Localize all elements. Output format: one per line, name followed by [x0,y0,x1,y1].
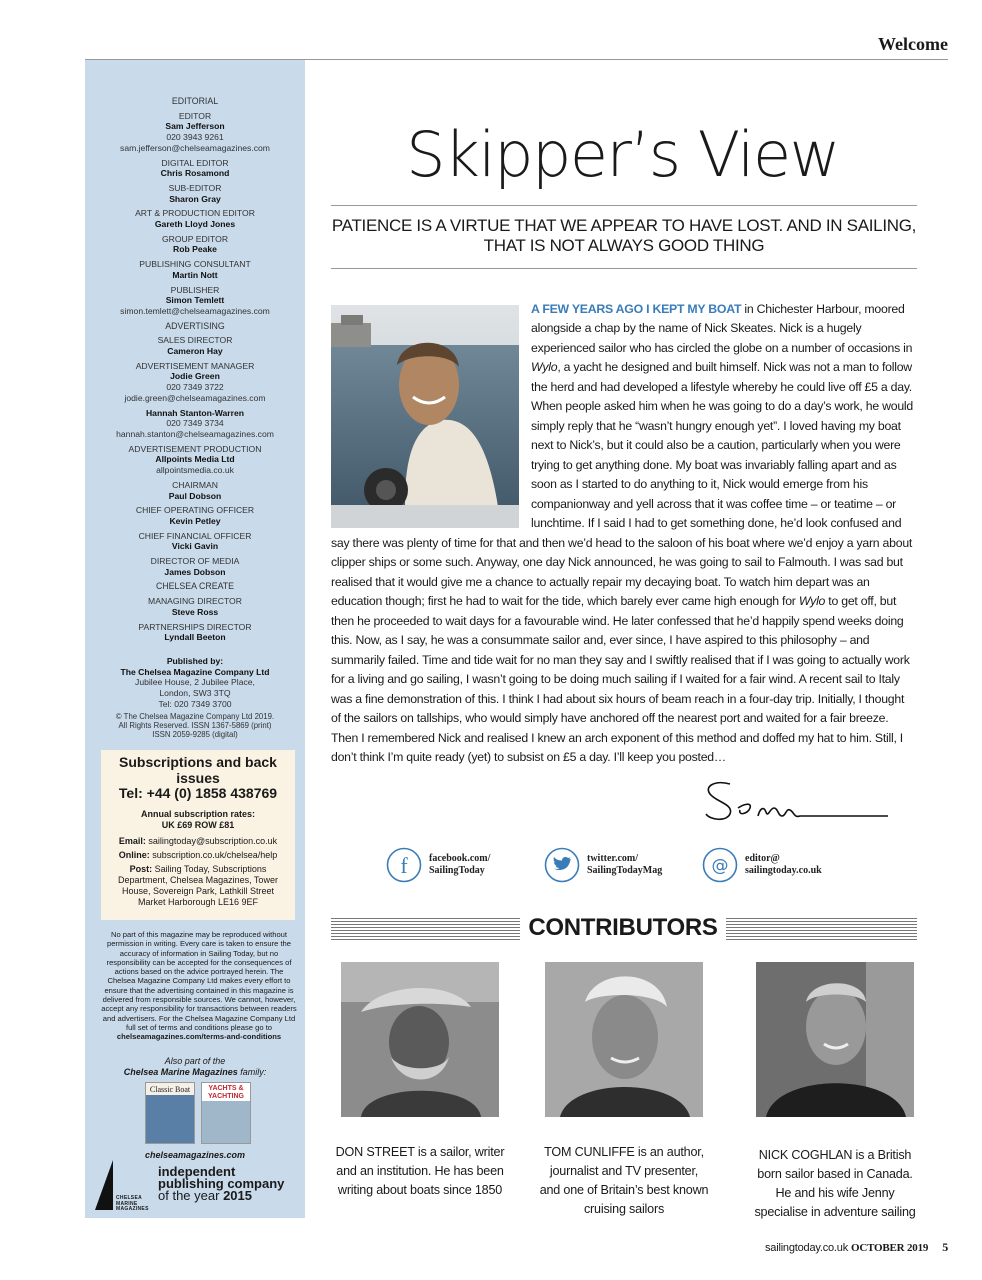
masthead-name: Sharon Gray [169,193,221,204]
sail-logo-icon [95,1160,117,1212]
online-label: Online: [118,849,150,860]
body-p1b: , a yacht he designed and built himself. Nick was not a man to follow the herd and had developed a lifestyle whereby he could live off £5 a day. When people asked him when he was going to do a day’s work, he would simply reply that he “wasn’t hungry enough yet”. I loved having my boat next to Nick’s, but it could also be a caution, particularly when you were trying to get anything done. My boat was invariably falling apart and as soon as I started to do anything to it, Nick would emerge from his companionway and yell across that it was coffee time – or teatime – or lunchtime. If I said I had to get something done, he’d look confused and [531,360,913,530]
masthead-name: Jodie Green [170,371,220,382]
subscriptions-tel[interactable]: Tel: +44 (0) 1858 438769 [118,785,278,801]
contributor-name-1: DON STREET [335,1145,415,1159]
masthead-role: PUBLISHER [170,284,220,295]
svg-text:f: f [400,853,408,878]
masthead-role: CHIEF FINANCIAL OFFICER [138,530,252,541]
masthead-entry [85,183,305,204]
masthead-entry [85,361,305,404]
masthead-entry [85,444,305,476]
body-column-full [331,534,917,767]
rates-value: UK £69 ROW £81 [161,819,235,830]
disclaimer [101,930,297,1042]
masthead-name: Allpoints Media Ltd [155,454,235,465]
yachts-title: YACHTS & YACHTING [208,1085,244,1100]
publisher-company: The Chelsea Magazine Company Ltd [120,666,270,677]
masthead-entry [85,335,305,356]
publisher-address-1: Jubilee House, 2 Jubilee Place, [135,677,255,688]
award-logo-text [116,1196,149,1213]
signature [700,778,892,826]
sidebar [85,60,305,1218]
masthead-entry [85,321,305,332]
family-note [85,1056,305,1077]
masthead-name: Vicki Gavin [171,541,219,552]
boat-name: Wylo [531,360,558,375]
family-line1: Also part of the [164,1056,226,1066]
band-right [719,918,917,940]
page-title: Skipper’s View [406,118,839,191]
email-link[interactable] [702,847,842,885]
subscriptions-title: Subscriptions and back issues [119,754,277,786]
contributor-caption-3 [750,1146,920,1222]
masthead-entry [85,111,305,154]
masthead-contact: jodie.green@chelseamagazines.com [124,392,266,403]
contributor-bio-1: is a sailor, writer and an institution. He has been writing about boats since 1850 [336,1145,505,1197]
subscriptions-box [101,750,295,920]
page-number: 5 [942,1240,948,1254]
masthead-contact: 020 7349 3722 [166,382,224,393]
award-line2: publishing company [158,1176,285,1191]
masthead-role: SUB-EDITOR [168,182,222,193]
masthead-role: ADVERTISING [165,320,225,331]
masthead-name: Sam Jefferson [165,121,225,132]
classic-boat-title: Classic Boat [149,1085,191,1094]
contributor-photo-tom-cunliffe [545,962,703,1117]
published-label: Published by: [166,656,224,666]
masthead-name: Chris Rosamond [160,168,230,179]
masthead-contact: allpointsmedia.co.uk [156,465,234,476]
body-p1: in Chichester Harbour, moored alongside a chap by the name of Nick Skeates. Nick is a hugely experienced sailor who has circled the globe on a number of occasions in [531,302,913,355]
contributor-photo-don-street [341,962,499,1117]
masthead-role: CHAIRMAN [172,479,218,490]
body-p2a: say there was plenty of time for that and then we’d head to the saloon of his boat where we’d enjoy a yarn about clipper ships or some such. Anyway, one day Nick announced, he was going to sail to Falmouth. I was sad but realised that it would give me a chance to actually repair my decaying boat. To watch him depart was an education though; first he had to wait for the tide, which barely ever came high enough for [331,536,913,609]
masthead-role: ADVERTISEMENT PRODUCTION [128,443,262,454]
contributor-bio-3: is a British born sailor based in Canada. He and his wife Jenny specialise in adventure sailing [754,1148,916,1219]
masthead-contact: sam.jefferson@chelseamagazines.com [120,142,270,153]
masthead-role: SALES DIRECTOR [157,335,233,346]
masthead-entry [85,158,305,179]
masthead-name: James Dobson [164,566,226,577]
masthead-entry [85,234,305,255]
folio-site: sailingtoday.co.uk [764,1242,849,1254]
facebook-link[interactable] [386,847,516,885]
logo-line-3: MAGAZINES [116,1206,149,1212]
lead-in: A FEW YEARS AGO I KEPT MY BOAT [531,302,742,316]
contributors-title: CONTRIBUTORS [520,914,726,942]
masthead-name: Steve Ross [171,606,219,617]
masthead-entry [85,556,305,577]
facebook-line2: SailingToday [429,865,485,876]
masthead-name: Gareth Lloyd Jones [154,219,236,230]
yachts-yachting-cover[interactable] [201,1082,251,1144]
published-by [85,656,305,739]
masthead-entry [85,208,305,229]
copyright-1: © The Chelsea Magazine Company Ltd 2019. [115,711,275,721]
family-line2: family: [240,1066,267,1077]
twitter-line1: twitter.com/ [587,853,638,864]
email-label: Email: [118,835,146,846]
subscription-email[interactable]: sailingtoday@subscription.co.uk [148,835,278,846]
contributor-caption-2 [539,1143,709,1219]
masthead-role: CHELSEA CREATE [155,581,235,592]
disclaimer-text: No part of this magazine may be reproduced without permission in writing. Every care is taken to ensure the accuracy of information in Sailing Today, but no responsibility can be accepted for the consequences of actions based on the advice portrayed herein. The Chelsea Magazine Company Ltd makes every effort to ensure that the advertising contained in this magazine is delivered from responsible sources. We cannot, however, accept any responsibility for transactions between readers and advertisers. For the Chelsea Magazine Company Ltd full set of terms and conditions please go to [101,930,297,1032]
chelsea-site[interactable]: chelseamagazines.com [144,1150,246,1160]
magazine-covers [145,1082,253,1144]
masthead-role: ADVERTISEMENT MANAGER [135,360,255,371]
masthead-role: CHIEF OPERATING OFFICER [135,505,255,516]
terms-link[interactable]: chelseamagazines.com/terms-and-conditions [116,1032,282,1042]
email-line2: sailingtoday.co.uk [745,865,822,876]
hero-photo [331,305,519,528]
masthead-role: DIGITAL EDITOR [161,157,229,168]
masthead [85,96,305,647]
masthead-role: ART & PRODUCTION EDITOR [135,208,255,219]
post-label: Post: [129,863,153,874]
masthead-contact: 020 3943 9261 [166,132,224,143]
masthead-contact: hannah.stanton@chelseamagazines.com [116,428,274,439]
body-p2b: to get off, but then he proceeded to wait days for a favourable wind. He later confessed that he’d happily spend weeks doing this. Now, as I say, he was a consummate sailor and, ever since, I have aspired to this philosophy – and summarily failed. Time and tide wait for no man they say and I swiftly realised that if I was going to actually work for a living and go sailing, I wasn’t going to be doing much sailing if I waited for a fair wind. A recent sail to Italy was a fine demonstration of this. I think I had about six hours of beam reach in a four-day trip. Initially, I thought of the sailors on tallships, who would simply have anchored off the nearest port and waited for a fair breeze. Then I remembered Nick and realised I knew an arch exponent of this method and doffed my hat to him. Still, I don’t think I’m quite ready (yet) to subsist on £5 a day. I’ll keep you posted… [331,594,910,764]
contributor-bio-2: is an author, journalist and TV presenter, and one of Britain’s best known cruising sailors [539,1145,709,1216]
twitter-line2: SailingTodayMag [587,865,663,876]
masthead-entry [85,408,305,440]
copyright-2: All Rights Reserved. ISSN 1367-5869 (print) [118,720,272,730]
award [95,1160,300,1215]
subscription-post: Sailing Today, Subscriptions Department, Chelsea Magazines, Tower House, Sovereign Park, Lathkill Street Market Harborough LE16 9EF [118,863,278,907]
masthead-name: Hannah Stanton-Warren [145,407,245,418]
standfirst: PATIENCE IS A VIRTUE THAT WE APPEAR TO HAVE LOST. AND IN SAILING, THAT IS NOT ALWAYS GOOD THING [331,205,917,269]
masthead-role: PUBLISHING CONSULTANT [139,259,251,270]
masthead-entry [85,505,305,526]
masthead-name: Lyndall Beeton [164,632,226,643]
classic-boat-cover[interactable] [145,1082,195,1144]
award-year: 2015 [223,1188,252,1203]
masthead-entry [85,531,305,552]
logo-line-1: CHELSEA [116,1195,142,1201]
masthead-name: Kevin Petley [169,515,221,526]
award-text [158,1166,284,1202]
boat-name-2: Wylo [798,594,826,609]
twitter-link[interactable] [544,847,684,885]
body-column-top [531,300,917,533]
section-title: Welcome [878,34,948,54]
masthead-entry [85,581,305,592]
masthead-role: EDITORIAL [171,96,219,106]
masthead-role: EDITOR [178,110,212,121]
publisher-tel: Tel: 020 7349 3700 [158,698,232,709]
facebook-icon [386,847,422,883]
email-icon [702,847,738,883]
masthead-name: Cameron Hay [167,346,223,357]
masthead-entry [85,259,305,280]
facebook-line1: facebook.com/ [429,853,491,864]
twitter-icon [544,847,580,883]
masthead-role: MANAGING DIRECTOR [148,596,242,607]
folio [765,1240,948,1255]
contributor-caption-1 [335,1143,505,1200]
award-line3: of the year [158,1188,220,1203]
contributor-photo-nick-coghlan [756,962,914,1117]
masthead-contact: 020 7349 3734 [166,418,224,429]
rates-label: Annual subscription rates: [140,808,256,819]
band-left [331,918,531,940]
logo-line-2: MARINE [116,1200,138,1207]
masthead-entry [85,622,305,643]
masthead-entry [85,480,305,501]
masthead-contact: simon.temlett@chelseamagazines.com [120,305,270,316]
masthead-entry [85,285,305,317]
publisher-address-2: London, SW3 3TQ [159,688,231,699]
masthead-name: Rob Peake [173,244,217,255]
masthead-role: GROUP EDITOR [161,233,229,244]
masthead-name: Paul Dobson [168,490,222,501]
masthead-role: DIRECTOR OF MEDIA [150,556,240,567]
masthead-name: Simon Temlett [165,295,225,306]
subscription-online[interactable]: subscription.co.uk/chelsea/help [152,849,278,860]
award-line1: independent [158,1164,236,1179]
svg-text:@: @ [711,856,729,876]
contributor-name-2: TOM CUNLIFFE [544,1145,635,1159]
family-brand: Chelsea Marine Magazines [123,1066,238,1077]
email-line1: editor@ [745,853,780,864]
masthead-entry [85,96,305,107]
masthead-name: Martin Nott [172,269,218,280]
contributor-name-3: NICK COGHLAN [758,1148,853,1162]
masthead-role: PARTNERSHIPS DIRECTOR [138,621,252,632]
copyright-3: ISSN 2059-9285 (digital) [152,730,238,740]
masthead-entry [85,596,305,617]
folio-date: OCTOBER 2019 [851,1242,929,1254]
